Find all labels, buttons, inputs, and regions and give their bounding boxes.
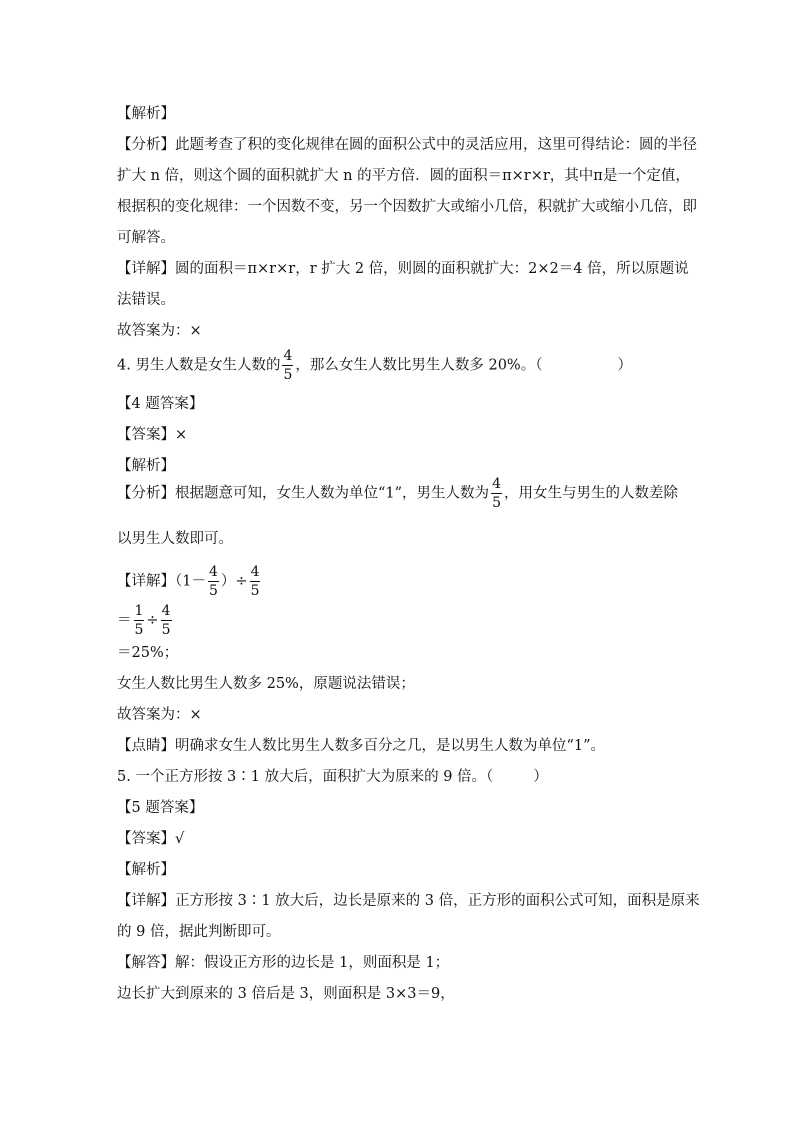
answer-blank-close: ）: [617, 357, 632, 374]
solution-line: 【解答】解：假设正方形的边长是 1，则面积是 1；: [117, 955, 450, 971]
calc-line: ＝25%；: [117, 645, 179, 661]
fraction: $\frac{1}{5}$: [134, 603, 144, 638]
detail-line: 法错误。: [117, 292, 175, 308]
dianjing-line: 【点睛】明确求女生人数比男生人数多百分之几，是以男生人数为单位“1”。: [117, 738, 606, 754]
calc-line: ＝ $\frac{1}{5}$ ÷ $\frac{4}{5}$: [117, 603, 171, 638]
answer-blank-close: ）: [533, 769, 548, 785]
analysis-line: 根据积的变化规律：一个因数不变，另一个因数扩大或缩小几倍，积就扩大或缩小几倍，即: [117, 199, 697, 215]
fraction: $\frac{4}{5}$: [250, 564, 260, 599]
question-4-answer-heading: 【4 题答案】: [117, 396, 204, 412]
analysis-line: 【分析】根据题意可知，女生人数为单位“1”，男生人数为 $\frac{4}{5}$ ，用女生与男生的人数差除: [117, 476, 678, 511]
answer-line: 【答案】×: [117, 427, 188, 443]
question-4-text: 4. 男生人数是女生人数的: [117, 357, 281, 374]
analysis-line: 扩大 n 倍，则这个圆的面积就扩大 n 的平方倍．圆的面积＝π×r×r，其中π是一个定值，: [117, 168, 690, 184]
analysis-line: 可解答。: [117, 230, 175, 246]
answer-line: 【答案】√: [117, 831, 185, 847]
detail-line: 【详解】圆的面积＝π×r×r，r 扩大 2 倍，则圆的面积就扩大：2×2＝4 倍，所以原题说: [117, 261, 689, 277]
detail-line: 的 9 倍，据此判断即可。: [117, 924, 281, 940]
answer-line: 故答案为：×: [117, 707, 202, 723]
solution-line: 边长扩大到原来的 3 倍后是 3，则面积是 3×3＝9，: [117, 986, 455, 1002]
fraction: $\frac{4}{5}$: [492, 476, 501, 511]
analysis-line: 【分析】此题考查了积的变化规律在圆的面积公式中的灵活应用，这里可得结论：圆的半径: [117, 137, 697, 153]
jiexi-heading: 【解析】: [117, 106, 175, 122]
fraction: $\frac{4}{5}$: [208, 564, 218, 599]
detail-line: 【详解】正方形按 3∶1 放大后，边长是原来的 3 倍，正方形的面积公式可知，面积是原来: [117, 893, 700, 909]
jiexi-heading: 【解析】: [117, 458, 175, 474]
question-5: [117, 767, 548, 787]
analysis-line: 以男生人数即可。: [117, 531, 233, 547]
question-4-text: ，那么女生人数比男生人数多 20%。（: [295, 357, 543, 374]
fraction: $\frac{4}{5}$: [283, 348, 293, 383]
question-5-answer-heading: 【5 题答案】: [117, 800, 204, 816]
detail-line: 【详解】（1－ $\frac{4}{5}$ ）÷ $\frac{4}{5}$: [117, 564, 260, 599]
conclusion-line: 女生人数比男生人数多 25%，原题说法错误；: [117, 676, 415, 692]
fraction: $\frac{4}{5}$: [161, 603, 171, 638]
question-5-text: 5. 一个正方形按 3∶1 放大后，面积扩大为原来的 9 倍。（: [117, 769, 494, 785]
question-4: [117, 348, 632, 383]
jiexi-heading: 【解析】: [117, 862, 175, 878]
answer-line: 故答案为：×: [117, 323, 202, 339]
